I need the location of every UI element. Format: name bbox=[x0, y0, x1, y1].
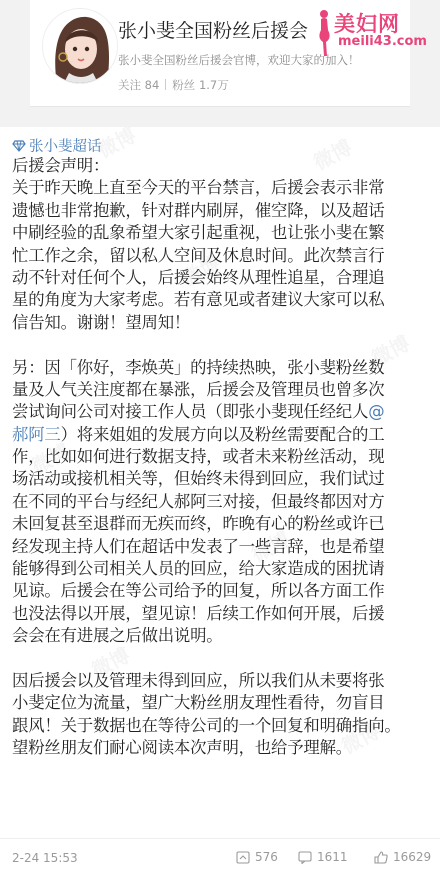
stats-divider bbox=[165, 79, 166, 90]
mention-link[interactable]: 郝阿三 bbox=[12, 424, 61, 444]
post-line: 小斐定位为流量，望广大粉丝朋友理性看待，勿盲目 bbox=[12, 693, 385, 713]
super-topic-link[interactable] bbox=[12, 135, 102, 156]
post-line: 量及人气关注度都在暴涨，后援会及管理员也曾多次 bbox=[12, 379, 385, 399]
post-line: 经发现主持人们在超话中发表了一些言辞，也是希望 bbox=[12, 536, 385, 556]
post-line bbox=[12, 424, 434, 446]
avatar[interactable] bbox=[42, 8, 118, 84]
super-topic-label[interactable]: 张小斐超话 bbox=[29, 139, 102, 155]
post-line: 场活动或接机相关等，但始终未得到回应，我们试过 bbox=[12, 469, 385, 489]
followers-count[interactable]: 1.7万 bbox=[198, 78, 229, 92]
post-body bbox=[12, 155, 434, 760]
like-button[interactable] bbox=[374, 850, 431, 864]
site-watermark-brand: 美妇网 bbox=[334, 11, 400, 36]
post-action-bar bbox=[0, 838, 440, 873]
post-line: 也没法得以开展，望见谅！后续工作如何开展，后援 bbox=[12, 603, 385, 623]
post-line-text: ）将来姐姐的发展方向以及粉丝需要配合的工 bbox=[60, 424, 385, 444]
post-line: 能够得到公司相关人员的回应，给大家造成的困扰请 bbox=[12, 559, 385, 579]
like-count: 16629 bbox=[393, 850, 432, 864]
post-line: 未回复甚至退群而无疾而终，昨晚有心的粉丝或许已 bbox=[12, 514, 385, 534]
profile-card[interactable] bbox=[30, 0, 427, 107]
comment-icon bbox=[298, 851, 312, 864]
avatar-illustration-icon bbox=[43, 9, 118, 84]
followers-label[interactable]: 粉丝 bbox=[172, 78, 196, 92]
thumbs-up-icon bbox=[374, 851, 388, 864]
post-line: 中刷经验的乱象希望大家引起重视，也让张小斐在繁 bbox=[12, 223, 385, 243]
post-line: 见谅。后援会在等公司给予的回复，所以各方面工作 bbox=[12, 581, 385, 601]
mention-at-symbol[interactable]: @ bbox=[368, 402, 385, 422]
post-line: 后援会声明： bbox=[12, 156, 110, 175]
paragraph-gap bbox=[12, 334, 434, 356]
post-line: 望粉丝朋友们耐心阅读本次声明，也给予理解。 bbox=[12, 738, 353, 758]
post-line bbox=[12, 401, 434, 423]
account-name[interactable]: 张小斐全国粉丝后援会 bbox=[118, 20, 309, 42]
post-line: 遗憾也非常抱歉，针对群内刷屏，催空降，以及超话 bbox=[12, 200, 385, 220]
weibo-post bbox=[0, 127, 440, 873]
post-line: 因后援会以及管理未得到回应，所以我们从未要将张 bbox=[12, 670, 385, 690]
diamond-icon bbox=[12, 140, 26, 152]
post-line: 动不针对任何个人，后援会始终从理性追星，合理追 bbox=[12, 267, 385, 287]
post-line: 关于昨天晚上直至今天的平台禁言，后援会表示非常 bbox=[12, 178, 385, 198]
comment-button[interactable] bbox=[298, 850, 348, 864]
post-line: 作，比如如何进行数据支持，或者未来粉丝活动，现 bbox=[12, 447, 385, 467]
post-line: 会会在有进展之后做出说明。 bbox=[12, 626, 223, 646]
repost-icon bbox=[236, 851, 250, 864]
post-line-text: 尝试询问公司对接工作人员（即张小斐现任经纪人 bbox=[12, 402, 369, 422]
post-line: 跟风！关于数据也在等待公司的一个回复和明确指向。 bbox=[12, 715, 401, 735]
account-description: 张小斐全国粉丝后援会官博，欢迎大家的加入！ bbox=[118, 53, 360, 67]
account-stats bbox=[118, 77, 229, 93]
following-label[interactable]: 关注 bbox=[118, 78, 141, 92]
following-count[interactable]: 84 bbox=[144, 78, 160, 92]
post-line: 另：因「你好，李焕英」的持续热映，张小斐粉丝数 bbox=[12, 357, 385, 377]
post-line: 忙工作之余，留以私人空间及休息时间。此次禁言行 bbox=[12, 245, 385, 265]
post-line: 在不同的平台与经纪人郝阿三对接，但最终都因对方 bbox=[12, 491, 385, 511]
repost-button[interactable] bbox=[236, 850, 278, 864]
post-line: 星的角度为大家考虑。若有意见或者建议大家可以私 bbox=[12, 290, 385, 310]
comment-count: 1611 bbox=[317, 850, 348, 864]
repost-count: 576 bbox=[255, 850, 278, 864]
post-timestamp: 2-24 15:53 bbox=[12, 851, 78, 865]
site-watermark-url: meili43.com bbox=[338, 34, 427, 49]
woman-silhouette-icon bbox=[312, 8, 336, 58]
post-line: 信告知。谢谢！望周知！ bbox=[12, 312, 191, 332]
paragraph-gap bbox=[12, 648, 434, 670]
